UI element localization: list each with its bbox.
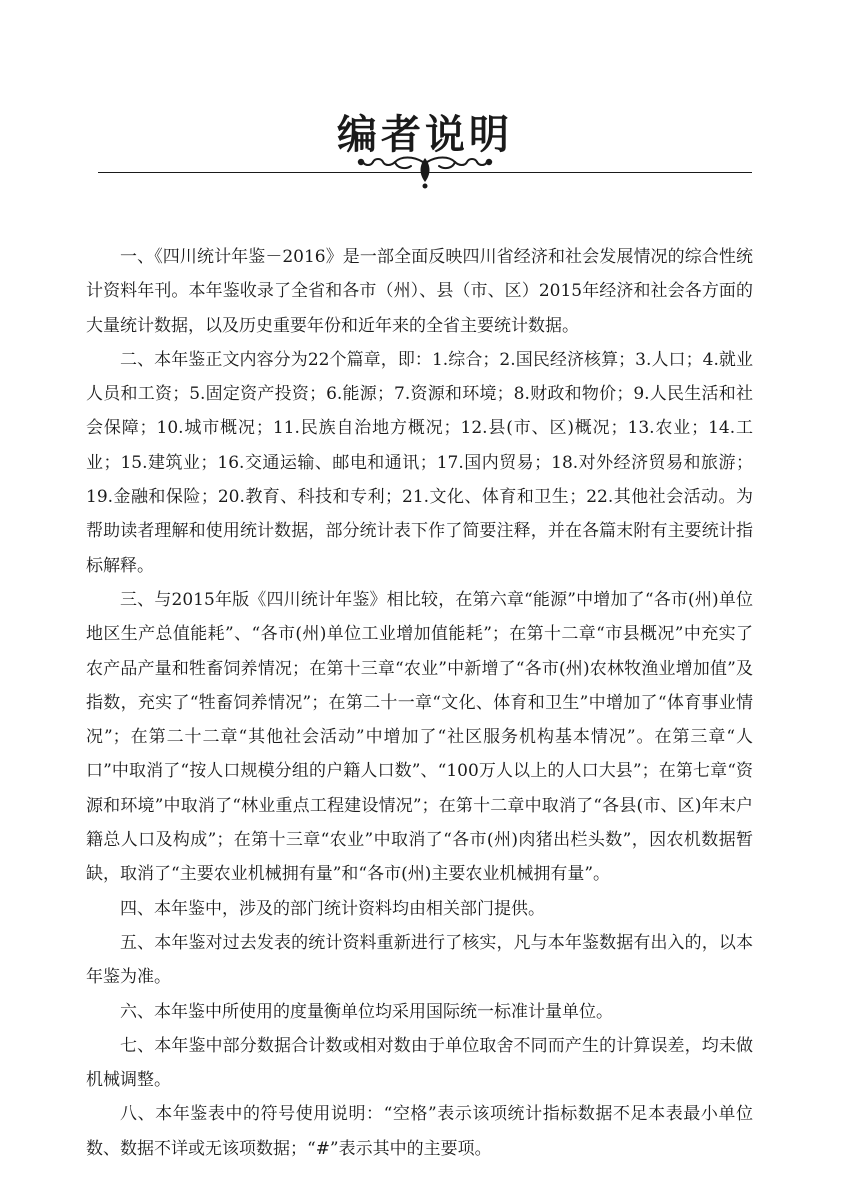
title-divider	[98, 172, 752, 173]
paragraph-6: 六、本年鉴中所使用的度量衡单位均采用国际统一标准计量单位。	[120, 1001, 613, 1022]
paragraph-4: 四、本年鉴中，涉及的部门统计资料均由相关部门提供。	[120, 898, 545, 919]
scroll-flourish-icon	[355, 150, 495, 190]
paragraph-7: 七、本年鉴中部分数据合计数或相对数由于单位取舍不同而产生的计算误差，均未做机械调整。	[86, 1035, 753, 1091]
paragraph-8: 八、本年鉴表中的符号使用说明：“空格”表示该项统计指标数据不足本表最小单位数、数据不详或无该项数据；“#”表示其中的主要项。	[86, 1104, 753, 1159]
page-title: 编者说明	[337, 112, 513, 158]
paragraph-2: 二、本年鉴正文内容分为22个篇章，即：1.综合；2.国民经济核算；3.人口；4.就业人员和工资；5.固定资产投资；6.能源；7.资源和环境；8.财政和物价；9.人民生活和社会保障；10.城市概况；11.民族自治地方概况；12.县(市、区)概况；13.农业；14.工业；15.建筑业；16.交通运输、邮电和通讯；17.国内贸易；18.对外经济贸易和旅游；19.金融和保险；20.教育、科技和专利；21.文化、体育和卫生；22.其他社会活动。为帮助读者理解和使用统计数据，部分统计表下作了简要注释，并在各篇末附有主要统计指标解释。	[86, 349, 753, 576]
document-body	[86, 240, 753, 1166]
paragraph-1: 一、《四川统计年鉴－2016》是一部全面反映四川省经济和社会发展情况的综合性统计资料年刊。本年鉴收录了全省和各市（州）、县（市、区）2015年经济和社会各方面的大量统计数据，以及历史重要年份和近年来的全省主要统计数据。	[86, 247, 753, 336]
paragraph-5: 五、本年鉴对过去发表的统计资料重新进行了核实，凡与本年鉴数据有出入的，以本年鉴为准。	[86, 932, 753, 988]
paragraph-3: 三、与2015年版《四川统计年鉴》相比较，在第六章“能源”中增加了“各市(州)单位地区生产总值能耗”、“各市(州)单位工业增加值能耗”；在第十二章“市县概况”中充实了农产品产量和牲畜饲养情况；在第十三章“农业”中新增了“各市(州)农林牧渔业增加值”及指数，充实了“牲畜饲养情况”；在第二十一章“文化、体育和卫生”中增加了“体育事业情况”；在第二十二章“其他社会活动”中增加了“社区服务机构基本情况”。在第三章“人口”中取消了“按人口规模分组的户籍人口数”、“100万人以上的人口大县”；在第七章“资源和环境”中取消了“林业重点工程建设情况”；在第十二章中取消了“各县(市、区)年末户籍总人口及构成”；在第十三章“农业”中取消了“各市(州)肉猪出栏头数”，因农机数据暂缺，取消了“主要农业机械拥有量”和“各市(州)主要农业机械拥有量”。	[86, 589, 753, 885]
